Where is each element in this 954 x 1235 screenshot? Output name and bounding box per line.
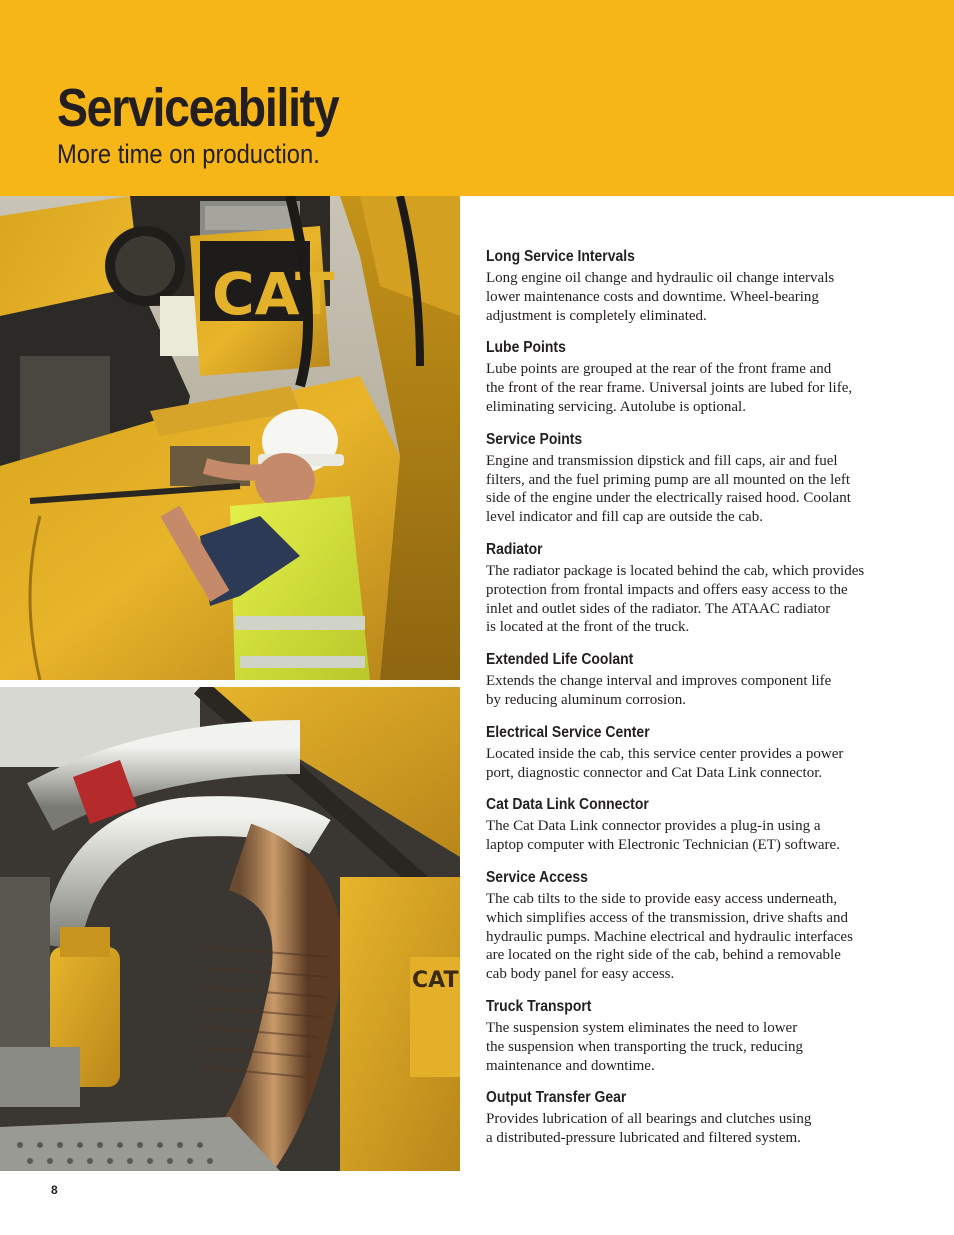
page-subtitle: More time on production. xyxy=(57,139,320,169)
section-radiator xyxy=(486,540,896,637)
section-service-points xyxy=(486,430,896,527)
section-heading: Cat Data Link Connector xyxy=(486,796,649,814)
section-body: The Cat Data Link connector provides a plug-in using a laptop computer with Electronic Technician (ET) software. xyxy=(486,818,840,854)
section-cat-data-link-connector xyxy=(486,795,896,855)
section-lube-points xyxy=(486,338,896,416)
photo-technician-servicing-truck xyxy=(0,196,460,680)
section-body: Provides lubrication of all bearings and clutches using a distributed-pressure lubricated and filtered system. xyxy=(486,1111,812,1147)
section-heading: Long Service Intervals xyxy=(486,248,635,265)
section-body: Lube points are grouped at the rear of the front frame and the front of the rear frame. Universal joints are lubed for life, eliminating servicing. Autolube is optional. xyxy=(486,361,853,415)
photo-engine-compartment xyxy=(0,687,460,1171)
feature-list xyxy=(486,247,896,1161)
section-heading: Electrical Service Center xyxy=(486,723,650,741)
section-heading: Radiator xyxy=(486,540,543,558)
page-title: Serviceability xyxy=(57,78,339,138)
section-long-service-intervals xyxy=(486,247,896,325)
section-output-transfer-gear xyxy=(486,1088,896,1148)
section-body: Engine and transmission dipstick and fill caps, air and fuel filters, and the fuel priming pump are all mounted on the left side of the engine under the electrically raised hood. Coolant level indicator and fill cap are outside the cab. xyxy=(486,452,851,526)
section-truck-transport xyxy=(486,997,896,1075)
section-body: Long engine oil change and hydraulic oil change intervals lower maintenance costs and downtime. Wheel-bearing adjustment is completely eliminated. xyxy=(486,270,835,324)
section-extended-life-coolant xyxy=(486,650,896,710)
section-body: Located inside the cab, this service center provides a power port, diagnostic connector and Cat Data Link connector. xyxy=(486,745,844,781)
section-body: The cab tilts to the side to provide easy access underneath, which simplifies access of the transmission, drive shafts and hydraulic pumps. Machine electrical and hydraulic interfaces are located on the right side of the cab, behind a removable cab body panel for easy access. xyxy=(486,890,853,983)
section-heading: Output Transfer Gear xyxy=(486,1089,627,1107)
section-heading: Service Access xyxy=(486,868,588,886)
section-service-access xyxy=(486,868,896,984)
section-heading: Truck Transport xyxy=(486,997,592,1015)
section-electrical-service-center xyxy=(486,723,896,783)
cat-filter-logo-icon: CAT xyxy=(412,968,459,993)
section-heading: Lube Points xyxy=(486,339,566,357)
section-heading: Service Points xyxy=(486,430,583,448)
header-band xyxy=(0,0,954,196)
section-heading: Extended Life Coolant xyxy=(486,651,634,669)
page-number: 8 xyxy=(51,1183,58,1197)
cat-logo-icon: CAT xyxy=(212,260,335,328)
section-body: Extends the change interval and improves component life by reducing aluminum corrosion. xyxy=(486,673,832,708)
section-body: The radiator package is located behind the cab, which provides protection from frontal impacts and offers easy access to the inlet and outlet sides of the radiator. The ATAAC radiator is located at the front of the truck. xyxy=(486,562,865,636)
section-body: The suspension system eliminates the need to lower the suspension when transporting the truck, reducing maintenance and downtime. xyxy=(486,1019,804,1074)
